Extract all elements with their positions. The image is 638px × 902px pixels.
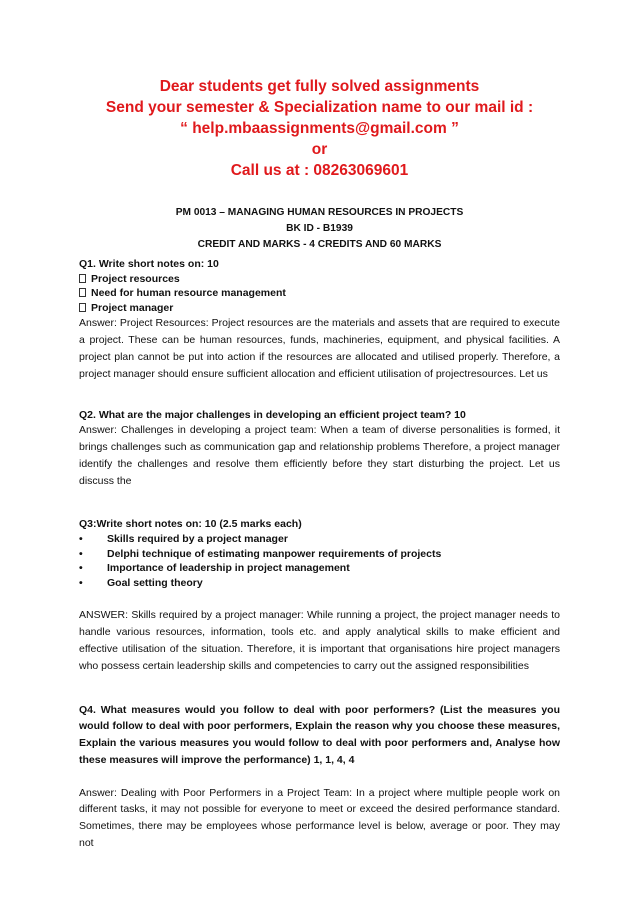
q3-item (79, 576, 560, 591)
q3-item (79, 532, 560, 547)
q3-item-label: Skills required by a project manager (107, 532, 288, 545)
question-3-title: Q3:Write short notes on: 10 (2.5 marks each) (79, 518, 302, 531)
q3-item-label: Importance of leadership in project management (107, 562, 350, 575)
bk-id: BK ID - B1939 (286, 223, 353, 234)
question-4-answer: Answer: Dealing with Poor Performers in a Project Team: In a project where multiple people work on different tasks, it may not possible for everyone to meet or exceed the desired performance standard. Sometimes, there may be employees whose performance level is below, average or poor. They may not (79, 786, 560, 850)
checkbox-square-icon (79, 288, 86, 297)
q1-item (79, 272, 560, 287)
bullet-icon: • (79, 532, 83, 545)
credits-line: CREDIT AND MARKS - 4 CREDITS AND 60 MARKS (197, 239, 442, 250)
question-4 (79, 702, 560, 852)
question-1-answer: Answer: Project Resources: Project resources are the materials and assets that are required to execute a project. These can be human resources, funds, machineries, equipment, and physical facilities. A project plan cannot be put into action if the resources are allocated and utilised properly. Therefore, a project manager should ensure sufficient allocation and efficient utilisation of projectresources. Let us (79, 317, 560, 380)
promo-email[interactable]: “ help.mbaassignments@gmail.com ” (180, 120, 459, 137)
question-1-title: Q1. Write short notes on: 10 (79, 258, 219, 270)
q3-item (79, 561, 560, 576)
assignment-header (79, 205, 560, 253)
q3-item (79, 547, 560, 562)
promo-line-1: Dear students get fully solved assignments (159, 78, 480, 95)
q1-item-label: Need for human resource management (91, 287, 286, 300)
question-3 (79, 517, 560, 674)
q1-item (79, 286, 560, 301)
q3-item-label: Goal setting theory (107, 576, 203, 589)
checkbox-square-icon (79, 303, 86, 312)
course-title: PM 0013 – MANAGING HUMAN RESOURCES IN PROJECTS (175, 207, 464, 218)
promo-line-2: Send your semester & Specialization name to our mail id : (105, 99, 534, 116)
question-2-answer: Answer: Challenges in developing a project team: When a team of diverse personalities is formed, it brings challenges such as communication gap and relationship problems Therefore, a project manager identify the challenges and resolve them efficiently before they start disturbing the project. Let us discuss the (79, 424, 560, 487)
checkbox-square-icon (79, 274, 86, 283)
promo-block (79, 76, 560, 181)
bullet-icon: • (79, 547, 83, 560)
q1-item-label: Project resources (91, 272, 180, 285)
bullet-icon: • (79, 576, 83, 589)
question-4-title: Q4. What measures would you follow to deal with poor performers? (List the measures you would follow to deal with poor performers, Explain the reason why you choose these measures, Explain the various measures you would follow to deal with poor performers and, Analyse how these measures will improve the performance) 1, 1, 4, 4 (79, 703, 560, 766)
q3-item-label: Delphi technique of estimating manpower requirements of projects (107, 547, 442, 560)
question-1 (79, 257, 560, 383)
promo-or: or (311, 141, 328, 158)
question-2-title: Q2. What are the major challenges in developing an efficient project team? 10 (79, 408, 466, 421)
promo-phone[interactable]: Call us at : 08263069601 (230, 162, 409, 179)
question-2 (79, 408, 560, 490)
bullet-icon: • (79, 562, 83, 575)
question-3-answer: ANSWER: Skills required by a project manager: While running a project, the project manager needs to handle various resources, information, tools etc. and apply analytical skills to make efficient and effective utilisation of the situation. Therefore, it is important that organisations hire project managers who possess certain leadership skills and competencies to carry out the assigned responsibilities (79, 609, 560, 672)
q1-item-label: Project manager (91, 301, 174, 314)
q1-item (79, 301, 560, 316)
